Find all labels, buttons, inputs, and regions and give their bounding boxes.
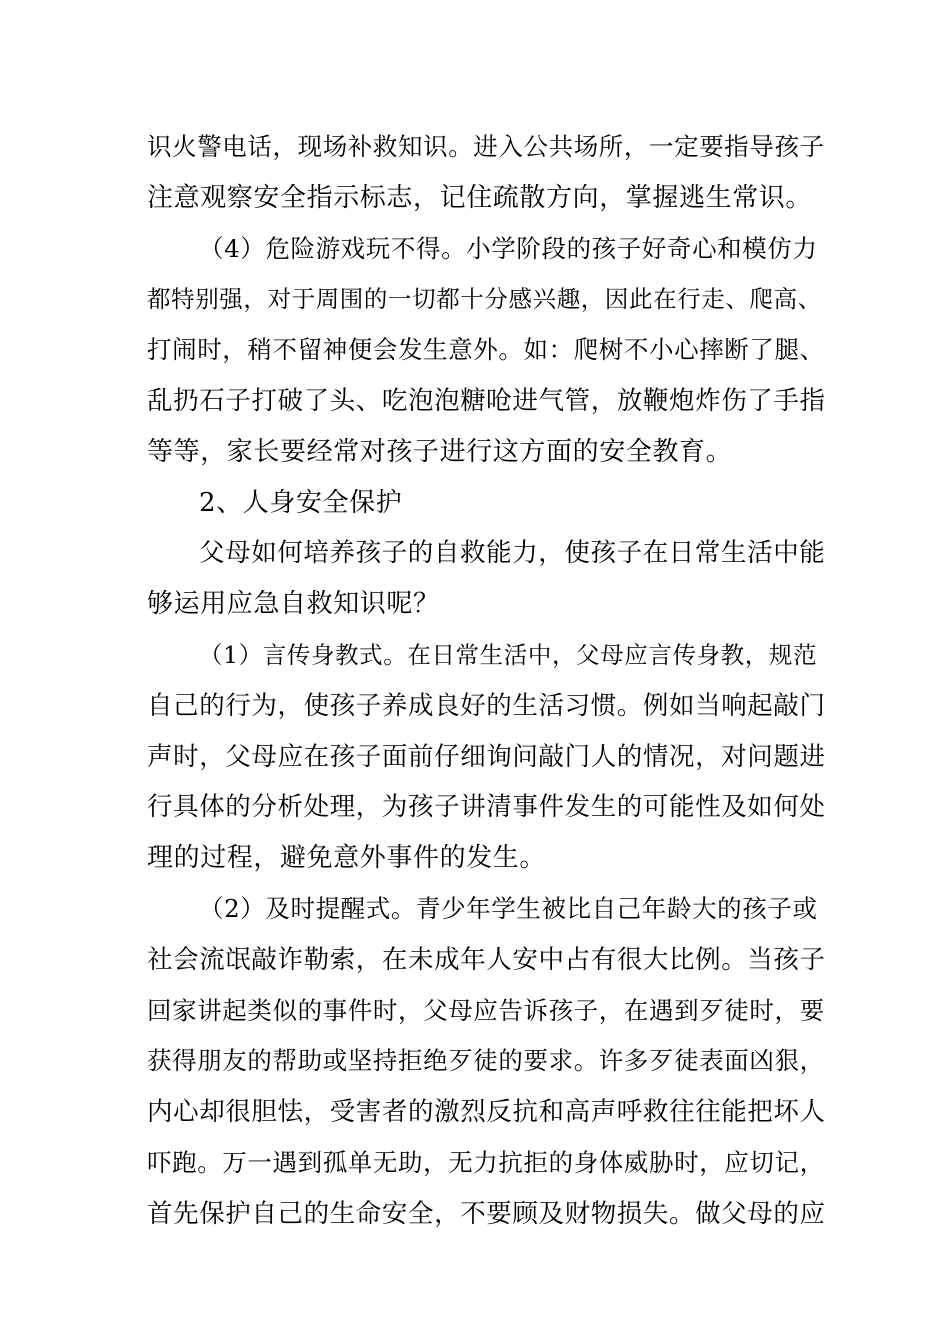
text-line: 吓跑。万一遇到孤单无助，无力抗拒的身体威胁时，应切记， <box>147 1147 825 1177</box>
text-line: 识火警电话，现场补救知识。进入公共场所，一定要指导孩子 <box>147 132 825 161</box>
text-line: 社会流氓敲诈勒索，在未成年人安中占有很大比例。当孩子 <box>147 944 826 975</box>
text-line: 都特别强，对于周围的一切都十分感兴趣，因此在行走、爬高、 <box>147 285 822 314</box>
document-body <box>147 122 827 1240</box>
text-line: （4）危险游戏玩不得。小学阶段的孩子好奇心和模仿力 <box>199 233 818 263</box>
text-line: 声时，父母应在孩子面前仔细询问敲门人的情况，对问题进 <box>147 741 826 772</box>
text-line: 首先保护自己的生命安全，不要顾及财物损失。做父母的应 <box>147 1198 826 1229</box>
text-line: 回家讲起类似的事件时，父母应告诉孩子，在遇到歹徒时，要 <box>147 995 825 1025</box>
text-line: 2、人身安全保护 <box>199 487 403 518</box>
text-line: 内心却很胆怯，受害者的激烈反抗和高声呼救往往能把坏人 <box>147 1097 826 1128</box>
text-line: （2）及时提醒式。青少年学生被比自己年龄大的孩子或 <box>199 893 818 923</box>
text-line: 获得朋友的帮助或坚持拒绝歹徒的要求。许多歹徒表面凶狠， <box>147 1046 825 1076</box>
text-line: 自己的行为，使孩子养成良好的生活习惯。例如当响起敲门 <box>147 690 826 721</box>
text-line: 等等，家长要经常对孩子进行这方面的安全教育。 <box>147 436 733 467</box>
text-line: 注意观察安全指示标志，记住疏散方向，掌握逃生常识。 <box>147 182 813 213</box>
text-line: （1）言传身教式。在日常生活中，父母应言传身教，规范 <box>199 640 818 669</box>
text-line: 理的过程，避免意外事件的发生。 <box>147 843 547 874</box>
text-line: 够运用应急自救知识呢？ <box>147 589 440 620</box>
text-line: 行具体的分析处理，为孩子讲清事件发生的可能性及如何处 <box>147 792 826 823</box>
text-line: 父母如何培养孩子的自救能力，使孩子在日常生活中能 <box>199 538 826 569</box>
text-line: 打闹时，稍不留神便会发生意外。如：爬树不小心摔断了腿、 <box>147 335 825 365</box>
text-line: 乱扔石子打破了头、吃泡泡糖呛进气管，放鞭炮炸伤了手指 <box>147 385 826 416</box>
